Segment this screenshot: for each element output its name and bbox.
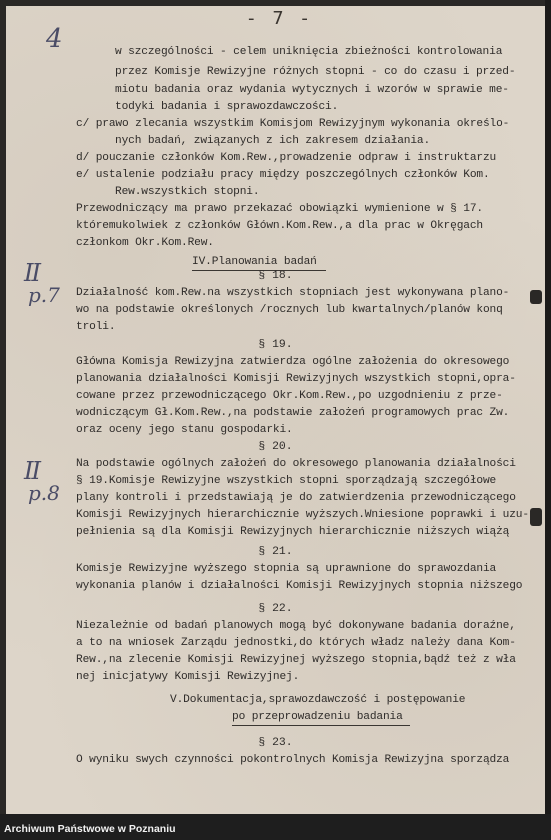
text-line: Działalność kom.Rew.na wszystkich stopniach jest wykonywana plano- — [76, 287, 510, 299]
paragraph-number: § 21. — [258, 546, 293, 558]
text-line: Główna Komisja Rewizyjna zatwierdza ogólne założenia do okresowego — [76, 356, 510, 368]
text-line: któremukolwiek z członków Główn.Kom.Rew.,a dla prac w Okręgach — [76, 220, 483, 232]
paragraph-number: § 19. — [258, 339, 293, 351]
paragraph-number: § 22. — [258, 603, 293, 615]
text-line: nej inicjatywy Komisji Rewizyjnej. — [76, 671, 300, 683]
paragraph-number: § 20. — [258, 441, 293, 453]
text-line: oraz oceny jego stanu gospodarki. — [76, 424, 293, 436]
page-number: - 7 - — [248, 8, 314, 29]
archive-name: Archiwum Państwowe w Poznaniu — [4, 823, 176, 835]
text-line: O wyniku swych czynności pokontrolnych Komisja Rewizyjna sporządza — [76, 754, 510, 766]
text-line: członkom Okr.Kom.Rew. — [76, 237, 214, 249]
text-line: e/ ustalenie podziału pracy między poszczególnych członków Kom. — [76, 169, 490, 181]
text-line: pełnienia są dla Komisji Rewizyjnych hierarchicznie niższych wiążą — [76, 526, 510, 538]
text-line: Rew.,na zlecenie Komisji Rewizyjnej wyższego stopnia,bądź też z wła — [76, 654, 516, 666]
heading-underline — [232, 725, 410, 726]
scan-edge — [545, 0, 551, 814]
text-line: Na podstawie ogólnych założeń do okresowego planowania działalności — [76, 458, 516, 470]
text-line: miotu badania oraz wydania wytycznych i wzorów w sprawie me- — [115, 84, 509, 96]
text-line: wykonania planów i działalności Komisji Rewizyjnych stopnia niższego — [76, 580, 523, 592]
margin-note-top: 4 — [46, 24, 63, 54]
section-heading: V.Dokumentacja,sprawozdawczość i postępowanie — [170, 694, 466, 706]
text-line: § 19.Komisje Rewizyjne wszystkich stopni sporządzają szczegółowe — [76, 475, 497, 487]
text-line: todyki badania i sprawozdawczości. — [115, 101, 339, 113]
text-line: d/ pouczanie członków Kom.Rew.,prowadzenie odpraw i instruktarzu — [76, 152, 497, 164]
text-line: Komisje Rewizyjne wyższego stopnia są uprawnione do sprawozdania — [76, 563, 497, 575]
text-line: a to na wniosek Zarządu jednostki,do których władz należy dana Kom- — [76, 637, 516, 649]
margin-note-2-paragraph: p.8 — [28, 481, 60, 505]
punch-hole — [530, 508, 542, 526]
text-line: Przewodniczący ma prawo przekazać obowiązki wymienione w § 17. — [76, 203, 483, 215]
text-line: Komisji Rewizyjnych hierarchicznie wyższych.Wniesione poprawki i uzu- — [76, 509, 529, 521]
text-line: wodniczącym Gł.Kom.Rew.,na podstawie założeń programowych prac Zw. — [76, 407, 510, 419]
punch-hole — [530, 290, 542, 304]
paragraph-number: § 18. — [258, 270, 293, 282]
text-line: c/ prawo zlecania wszystkim Komisjom Rewizyjnym wykonania określo- — [76, 118, 510, 130]
margin-note-1-paragraph: p.7 — [28, 283, 60, 307]
section-heading-cont: po przeprowadzeniu badania — [232, 711, 403, 723]
margin-note-2-roman: II — [24, 457, 39, 485]
margin-note-1 — [24, 259, 60, 307]
margin-note-2 — [24, 457, 60, 505]
text-line: troli. — [76, 321, 116, 333]
text-line: plany kontroli i przedstawiają je do zatwierdzenia przewodniczącego — [76, 492, 516, 504]
text-line: w szczególności - celem uniknięcia zbieżności kontrolowania — [115, 46, 503, 58]
text-line: wo na podstawie określonych /rocznych lub kwartalnych/planów konq — [76, 304, 503, 316]
text-line: Niezależnie od badań planowych mogą być dokonywane badania doraźne, — [76, 620, 516, 632]
text-line: nych badań, związanych z ich zakresem działania. — [115, 135, 431, 147]
section-heading: IV.Planowania badań — [192, 256, 317, 268]
text-line: cowane przez przewodniczącego Okr.Kom.Rew.,po uzgodnieniu z prze- — [76, 390, 503, 402]
text-line: planowania działalności Komisji Rewizyjnych wszystkich stopni,opra- — [76, 373, 516, 385]
archive-footer — [0, 814, 551, 840]
margin-note-1-roman: II — [24, 259, 39, 287]
text-line: przez Komisje Rewizyjne różnych stopni - co do czasu i przed- — [115, 66, 516, 78]
paragraph-number: § 23. — [258, 737, 293, 749]
text-line: Rew.wszystkich stopni. — [115, 186, 260, 198]
